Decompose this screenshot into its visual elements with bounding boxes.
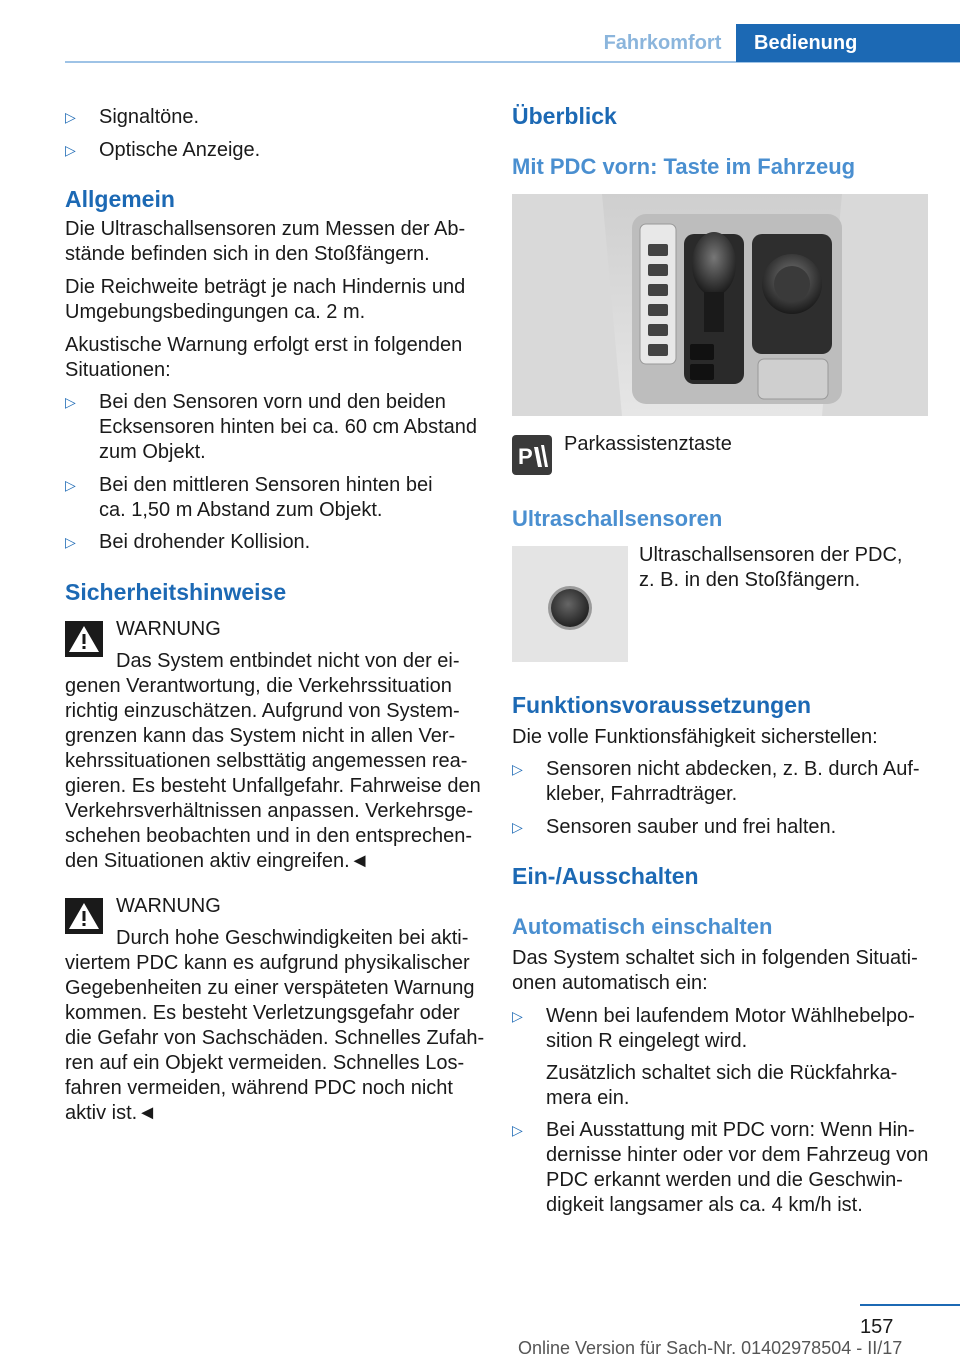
list-item: dernisse hinter oder vor dem Fahrzeug von: [546, 1144, 929, 1166]
parking-assist-icon: [512, 435, 552, 475]
paragraph: Umgebungsbedingungen ca. 2 m.: [65, 301, 366, 323]
bullet-icon: ▷: [65, 534, 76, 550]
paragraph: Die Reichweite beträgt je nach Hindernis und: [65, 276, 466, 298]
warning-text: schehen beobachten und in den entsprechen-: [65, 825, 472, 847]
paragraph: Situationen:: [65, 359, 171, 381]
page-number: 157: [860, 1316, 894, 1338]
tab-fahrkomfort[interactable]: Fahrkomfort: [603, 32, 722, 54]
bullet-icon: ▷: [65, 109, 76, 125]
bullet-icon: ▷: [512, 1008, 523, 1024]
list-item: sition R eingelegt wird.: [546, 1030, 748, 1052]
list-item: Ecksensoren hinten bei ca. 60 cm Abstand: [99, 416, 478, 438]
warning-text: kommen. Es besteht Verletzungsgefahr oder: [65, 1002, 460, 1024]
warning-text: Durch hohe Geschwindigkeiten bei akti-: [116, 927, 469, 949]
list-item: kleber, Fahrradträger.: [546, 783, 738, 805]
list-item: Optische Anzeige.: [99, 139, 261, 161]
list-item-note: Zusätzlich schaltet sich die Rückfahrka-: [546, 1062, 898, 1084]
heading-ein-ausschalten: Ein-/Ausschalten: [512, 863, 699, 889]
list-item: Bei den Sensoren vorn und den beiden: [99, 391, 446, 413]
tab-bedienung[interactable]: Bedienung: [736, 24, 960, 62]
list-item: Sensoren sauber und frei halten.: [546, 816, 837, 838]
warning-triangle-icon: [65, 621, 103, 657]
paragraph: onen automatisch ein:: [512, 972, 708, 994]
heading-automatisch-einschalten: Automatisch einschalten: [512, 914, 773, 939]
warning-text: gieren. Es besteht Unfallgefahr. Fahrweise den: [65, 775, 481, 797]
list-item: Bei Ausstattung mit PDC vorn: Wenn Hin-: [546, 1119, 915, 1141]
warning-text: Gegebenheiten zu einer verspäteten Warnung: [65, 977, 475, 999]
paragraph: z. B. in den Stoßfängern.: [639, 569, 861, 591]
warning-text: Verkehrsverhältnissen anpassen. Verkehrsge-: [65, 800, 474, 822]
online-version-note: Online Version für Sach-Nr. 01402978504 - II/17: [518, 1338, 903, 1358]
list-item: Signaltöne.: [99, 106, 200, 128]
paragraph: Akustische Warnung erfolgt erst in folgenden: [65, 334, 463, 356]
heading-ueberblick: Überblick: [512, 103, 617, 129]
parkassistenztaste-label: Parkassistenztaste: [564, 433, 732, 455]
list-item: Bei den mittleren Sensoren hinten bei: [99, 474, 433, 496]
list-item: zum Objekt.: [99, 441, 206, 463]
warning-text: genen Verantwortung, die Verkehrssituation: [65, 675, 452, 697]
list-item-note: mera ein.: [546, 1087, 630, 1109]
paragraph: Ultraschallsensoren der PDC,: [639, 544, 903, 566]
bullet-icon: ▷: [65, 142, 76, 158]
list-item: PDC erkannt werden und die Geschwin-: [546, 1169, 903, 1191]
list-item: ca. 1,50 m Abstand zum Objekt.: [99, 499, 383, 521]
warning-text: den Situationen aktiv eingreifen.◄: [65, 850, 370, 872]
warning-title: WARNUNG: [116, 895, 221, 917]
list-item: Wenn bei laufendem Motor Wählhebelpo-: [546, 1005, 915, 1027]
bullet-icon: ▷: [65, 394, 76, 410]
bullet-icon: ▷: [512, 819, 523, 835]
warning-text: grenzen kann das System nicht in allen Ver-: [65, 725, 456, 747]
heading-ultraschallsensoren: Ultraschallsensoren: [512, 506, 723, 531]
bullet-icon: ▷: [512, 1122, 523, 1138]
sensor-photo: [512, 546, 628, 662]
paragraph: Die Ultraschallsensoren zum Messen der Ab-: [65, 218, 466, 240]
warning-text: aktiv ist.◄: [65, 1102, 158, 1124]
paragraph: Die volle Funktionsfähigkeit sicherstellen:: [512, 726, 878, 748]
paragraph: stände befinden sich in den Stoßfängern.: [65, 243, 430, 265]
svg-text:P: P: [518, 444, 533, 469]
warning-text: fahren vermeiden, während PDC noch nicht: [65, 1077, 453, 1099]
warning-triangle-icon: [65, 898, 103, 934]
heading-pdc-vorn: Mit PDC vorn: Taste im Fahrzeug: [512, 154, 856, 179]
warning-text: die Gefahr von Sachschäden. Schnelles Zufah-: [65, 1027, 485, 1049]
footer-rule: [860, 1304, 960, 1306]
warning-text: ren auf ein Objekt vermeiden. Schnelles Los-: [65, 1052, 465, 1074]
bullet-icon: ▷: [65, 477, 76, 493]
heading-sicherheitshinweise: Sicherheitshinweise: [65, 579, 287, 605]
warning-text: richtig einzuschätzen. Aufgrund von System-: [65, 700, 460, 722]
list-item: digkeit langsamer als ca. 4 km/h ist.: [546, 1194, 863, 1216]
warning-text: viertem PDC kann es aufgrund physikalischer: [65, 952, 470, 974]
bullet-icon: ▷: [512, 761, 523, 777]
list-item: Bei drohender Kollision.: [99, 531, 311, 553]
heading-funktionsvoraussetzungen: Funktionsvoraussetzungen: [512, 692, 812, 718]
heading-allgemein: Allgemein: [65, 186, 175, 212]
warning-title: WARNUNG: [116, 618, 221, 640]
center-console-photo: [512, 194, 928, 416]
list-item: Sensoren nicht abdecken, z. B. durch Auf-: [546, 758, 920, 780]
paragraph: Das System schaltet sich in folgenden Situati-: [512, 947, 918, 969]
warning-text: Das System entbindet nicht von der ei-: [116, 650, 460, 672]
warning-text: kehrssituationen selbsttätig angemessen rea-: [65, 750, 468, 772]
